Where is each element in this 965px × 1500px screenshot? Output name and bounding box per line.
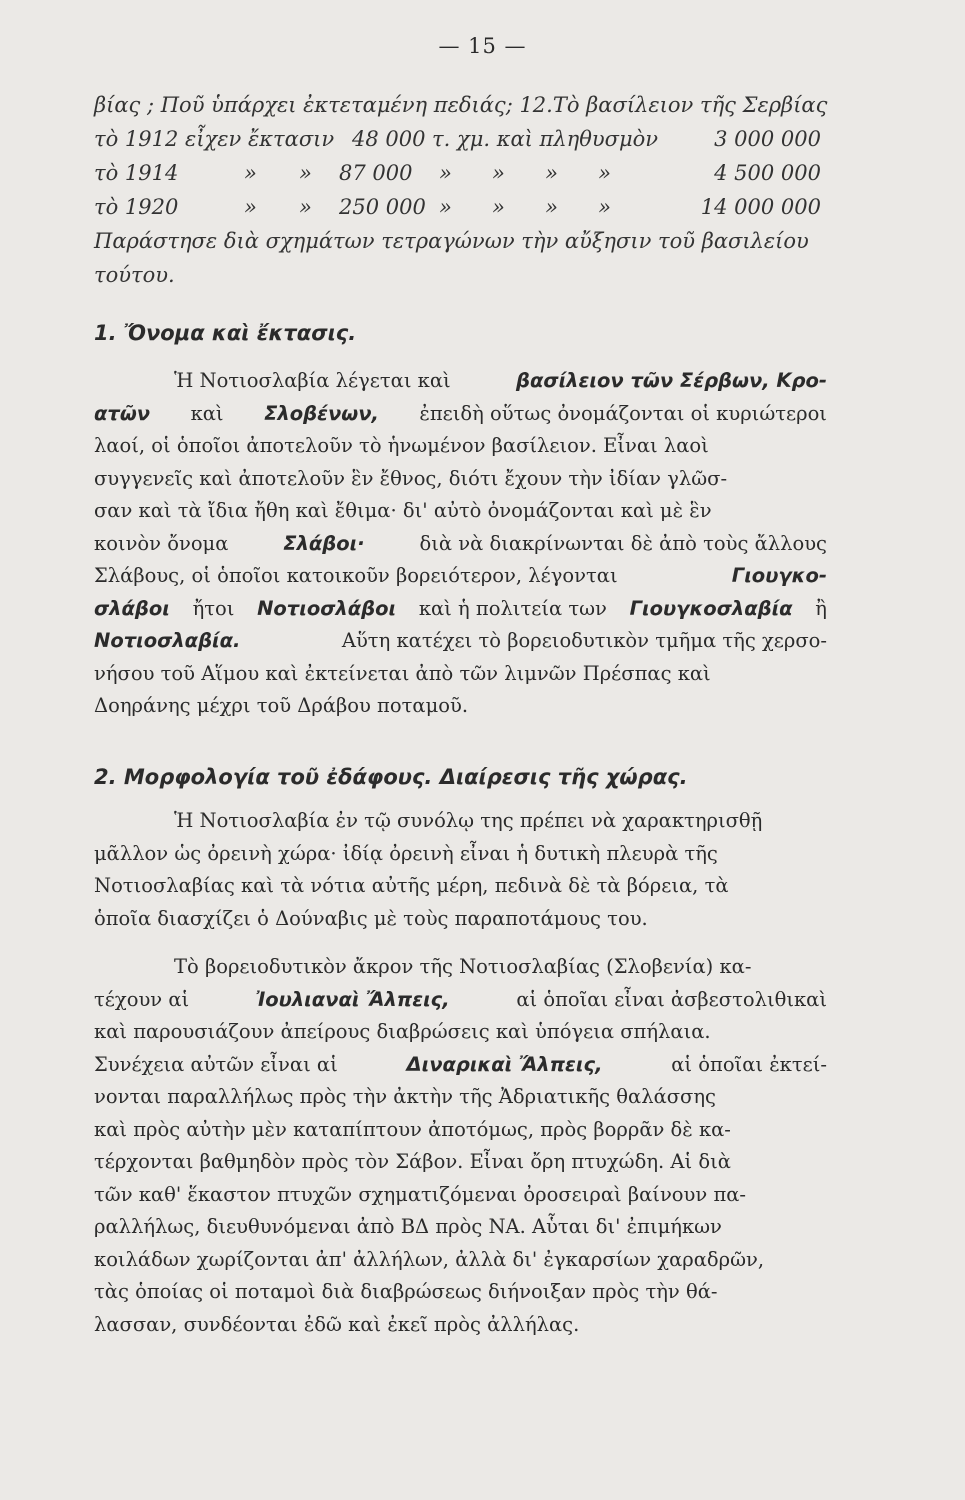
text-line	[94, 903, 827, 936]
bold-term: Νοτιοσλαβία.	[94, 629, 241, 652]
ditto-mark: »	[492, 195, 505, 219]
intro-line: βίας ; Ποῦ ὑπάρχει ἐκτεταμένη πεδιάς; 12.Τὸ βασίλειον τῆς Σερβίας	[94, 93, 828, 117]
text-run: αἱ ὁποῖαι εἶναι ἀσβεστολιθικαὶ	[516, 987, 827, 1011]
text-run: Ἡ Νοτιοσλαβία ἐν τῷ συνόλῳ της πρέπει νὰ χαρακτηρισθῇ	[174, 809, 763, 832]
text-line	[94, 1016, 827, 1049]
text-run: αἱ ὁποῖαι ἐκτεί-	[671, 1052, 827, 1076]
text-run: τῶν καθ' ἕκαστον πτυχῶν σχηματιζόμεναι ὀροσειραὶ βαίνουν πα-	[94, 1182, 747, 1206]
text-line	[94, 625, 827, 658]
bold-term: ατῶν	[94, 401, 151, 425]
section-1-heading: 1. Ὄνομα καὶ ἔκτασις.	[94, 321, 357, 345]
unit-cell: τ. χμ. καὶ πληθυσμὸν	[432, 127, 659, 151]
text-run: ἤτοι	[192, 596, 235, 620]
population-cell: 3 000 000	[714, 127, 821, 151]
text-line	[94, 984, 827, 1017]
text-line	[94, 495, 827, 528]
text-run: τέχουν αἱ	[94, 987, 190, 1011]
bold-term: βασίλειον τῶν Σέρβων, Κρο-	[516, 369, 827, 392]
text-line	[94, 430, 827, 463]
ditto-mark: »	[545, 161, 558, 185]
table-row-1914	[94, 156, 827, 190]
text-run: τέρχονται βαθμηδὸν πρὸς τὸν Σάβον. Εἶναι ὄρη πτυχώδη. Αἱ διὰ	[94, 1150, 731, 1173]
ditto-mark: »	[439, 195, 452, 219]
text-line	[94, 463, 827, 496]
text-line	[94, 838, 827, 871]
text-run: καὶ πρὸς αὐτὴν μὲν καταπίπτουν ἀποτόμως, πρὸς βορρᾶν δὲ κα-	[94, 1117, 731, 1141]
text-run: τὰς ὁποίας οἱ ποταμοὶ διὰ διαβρώσεως διήνοιξαν πρὸς τὴν θά-	[94, 1280, 718, 1303]
area-cell: 250 000	[339, 195, 426, 219]
text-run: λαοί, οἱ ὁποῖοι ἀποτελοῦν τὸ ἡνωμένον βασίλειον. Εἶναι λαοὶ	[94, 434, 709, 457]
ditto-mark: »	[299, 161, 312, 185]
text-line	[94, 1244, 827, 1277]
area-cell: 48 000	[352, 127, 426, 151]
text-line	[94, 1114, 827, 1147]
year-cell: τὸ 1912 εἶχεν ἔκτασιν	[94, 127, 335, 151]
text-run: ἢ	[815, 596, 827, 620]
text-run: Σλάβους, οἱ ὁποῖοι κατοικοῦν βορειότερον, λέγονται	[94, 564, 618, 587]
table-row-1912	[94, 122, 827, 156]
text-line	[94, 1146, 827, 1179]
text-run: Νοτιοσλαβίας καὶ τὰ νότια αὐτῆς μέρη, πεδινὰ δὲ τὰ βόρεια, τὰ	[94, 874, 729, 897]
ditto-mark: »	[439, 161, 452, 185]
bold-term: Διναρικαὶ Ἄλπεις,	[406, 1052, 603, 1076]
table-row-1920	[94, 190, 827, 224]
text-run: ὁποῖα διασχίζει ὁ Δούναβις μὲ τοὺς παραποτάμους του.	[94, 906, 648, 930]
bold-term: Νοτιοσλάβοι	[257, 596, 397, 620]
ditto-mark: »	[299, 195, 312, 219]
text-run: Τὸ βορειοδυτικὸν ἄκρον τῆς Νοτιοσλαβίας (Σλοβενία) κα-	[174, 955, 752, 978]
section-2-paragraph-1	[94, 805, 827, 935]
text-line	[94, 658, 827, 691]
text-run: κοιλάδων χωρίζονται ἀπ' ἀλλήλων, ἀλλὰ δι' ἐγκαρσίων χαραδρῶν,	[94, 1247, 765, 1271]
text-run: Ἡ Νοτιοσλαβία λέγεται καὶ	[174, 369, 451, 392]
text-run: καὶ ἡ πολιτεία των	[418, 596, 607, 620]
page-number: — 15 —	[438, 34, 527, 58]
ditto-group	[439, 156, 617, 190]
text-run: Συνέχεια αὐτῶν εἶναι αἱ	[94, 1052, 338, 1076]
text-line	[94, 398, 827, 431]
text-line	[94, 528, 827, 561]
text-line	[94, 593, 827, 626]
text-run: καὶ	[190, 401, 224, 425]
text-line	[94, 951, 827, 984]
area-cell: 87 000	[339, 161, 413, 185]
text-run: νήσου τοῦ Αἵμου καὶ ἐκτείνεται ἀπὸ τῶν λιμνῶν Πρέσπας καὶ	[94, 661, 711, 685]
ditto-mark: »	[244, 161, 257, 185]
ditto-mark: »	[492, 161, 505, 185]
text-line	[94, 870, 827, 903]
text-line	[94, 1081, 827, 1114]
text-run: νονται παραλλήλως πρὸς τὴν ἀκτὴν τῆς Ἀδριατικῆς θαλάσσης	[94, 1085, 716, 1108]
intro-line: Παράστησε διὰ σχημάτων τετραγώνων τὴν αὔξησιν τοῦ βασιλείου	[94, 229, 809, 253]
text-run: ἐπειδὴ οὕτως ὀνομάζονται οἱ κυριώτεροι	[419, 401, 827, 425]
intro-line: τούτου.	[94, 263, 175, 287]
section-2-paragraph-2	[94, 951, 827, 1341]
text-line	[94, 1309, 827, 1342]
year-cell: τὸ 1914	[94, 161, 179, 185]
text-line	[94, 560, 827, 593]
text-run: Αὕτη κατέχει τὸ βορειοδυτικὸν τμῆμα τῆς χερσο-	[341, 629, 827, 652]
text-run: κοινὸν ὄνομα	[94, 531, 229, 555]
text-run: Δοηράνης μέχρι τοῦ Δράβου ποταμοῦ.	[94, 694, 469, 717]
ditto-mark: »	[598, 161, 611, 185]
text-line	[94, 1049, 827, 1082]
text-line	[94, 1211, 827, 1244]
text-run: διὰ νὰ διακρίνωνται δὲ ἀπὸ τοὺς ἄλλους	[419, 531, 827, 555]
year-cell: τὸ 1920	[94, 195, 179, 219]
ditto-mark: »	[545, 195, 558, 219]
bold-term: Γιουγκοσλαβία	[629, 596, 793, 620]
ditto-mark: »	[244, 195, 257, 219]
population-cell: 14 000 000	[700, 195, 821, 219]
text-run: λασσαν, συνδέονται ἐδῶ καὶ ἐκεῖ πρὸς ἀλλήλας.	[94, 1312, 580, 1336]
bold-term: Σλάβοι·	[283, 531, 365, 555]
text-run: καὶ παρουσιάζουν ἀπείρους διαβρώσεις καὶ ὑπόγεια σπήλαια.	[94, 1020, 711, 1043]
section-2-heading: 2. Μορφολογία τοῦ ἐδάφους. Διαίρεσις τῆς χώρας.	[94, 765, 688, 789]
text-run: μᾶλλον ὡς ὀρεινὴ χώρα· ἰδίᾳ ὀρεινὴ εἶναι ἡ δυτικὴ πλευρὰ τῆς	[94, 841, 718, 865]
section-1-paragraph	[94, 365, 827, 723]
text-line	[94, 365, 827, 398]
text-line	[94, 805, 827, 838]
text-run: ραλλήλως, διευθυνόμεναι ἀπὸ ΒΔ πρὸς ΝΑ. Αὗται δι' ἐπιμήκων	[94, 1215, 722, 1238]
ditto-mark: »	[598, 195, 611, 219]
text-run: σαν καὶ τὰ ἴδια ἤθη καὶ ἔθιμα· δι' αὐτὸ ὀνομάζονται καὶ μὲ ἓν	[94, 499, 712, 522]
bold-term: Γιουγκο-	[731, 564, 827, 587]
text-run: συγγενεῖς καὶ ἀποτελοῦν ἓν ἔθνος, διότι ἔχουν τὴν ἰδίαν γλῶσ-	[94, 466, 728, 490]
text-line	[94, 1276, 827, 1309]
text-line	[94, 690, 827, 723]
ditto-group	[439, 190, 617, 224]
bold-term: Σλοβένων,	[264, 401, 379, 425]
population-cell: 4 500 000	[714, 161, 821, 185]
bold-term: Ἰουλιαναὶ Ἄλπεις,	[255, 987, 450, 1011]
intro-block	[94, 88, 827, 292]
text-line	[94, 1179, 827, 1212]
bold-term: σλάβοι	[94, 596, 170, 620]
